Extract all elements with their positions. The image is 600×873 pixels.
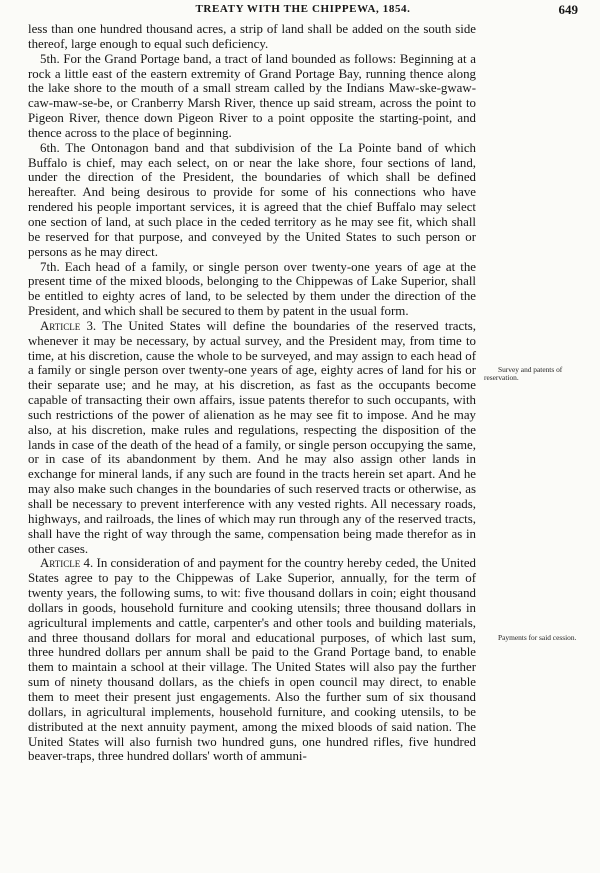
paragraph-fifth	[28, 52, 476, 141]
margin-note-payments: Payments for said cession.	[498, 633, 577, 642]
margin-note-survey: Survey and patents of reservation.	[484, 365, 563, 383]
paragraph-text: 7th. Each head of a family, or single person over twenty-one years of age at the present time of the mixed bloods, belonging to the Chippewas of Lake Superior, shall be entitled to eighty acres of land, to be selected by them under the direction of the President, and which shall be secured to them by patent in the usual form.	[28, 259, 476, 319]
body-text	[28, 22, 476, 764]
paragraph-article-4	[28, 556, 476, 764]
article-heading: Article 4.	[40, 556, 94, 571]
page-number: 649	[558, 2, 578, 17]
paragraph-text: The United States will define the boundaries of the reserved tracts, whenever it may be necessary, by actual survey, and the President may, from time to time, at his discretion, cause the whole to be surveyed, and may assign to each head of a family or single person over twenty-one years of age, eighty acres of land for his or their separate use; and he may, at his discretion, as fast as the occupants become capable of transacting their own affairs, issue patents therefor to such occupants, with such restrictions of the power of alienation as he may see fit to impose. And he may also, at his discretion, make rules and regulations, respecting the disposition of the lands in case of the death of the head of a family, or single person occupying the same, or in case of its abandonment by them. And he may also assign other lands in exchange for mineral lands, if any such are found in the tracts herein set apart. And he may also make such changes in the boundaries of such reserved tracts or otherwise, as shall be necessary to prevent interference with any vested rights. All necessary roads, highways, and railroads, the lines of which may run through any of the reserved tracts, shall have the right of way through the same, compensation being made therefor as in other cases.	[28, 318, 477, 556]
paragraph-text: 6th. The Ontonagon band and that subdivision of the La Pointe band of which Buffalo is chief, may each select, on or near the lake shore, four sections of land, under the direction of the President, the boundaries of which shall be defined hereafter. And being desirous to provide for some of his connections who have rendered his people important services, it is agreed that the chief Buffalo may select one section of land, at such place in the ceded territory as he may see fit, which shall be reserved for that purpose, and conveyed by the United States to such person or persons as he may direct.	[28, 140, 476, 259]
page-header	[28, 3, 578, 21]
paragraph-text: less than one hundred thousand acres, a strip of land shall be added on the south side thereof, large enough to equal such deficiency.	[28, 22, 476, 51]
paragraph-seventh	[28, 260, 476, 319]
paragraph-continuation	[28, 22, 476, 52]
paragraph-sixth	[28, 141, 476, 260]
paragraph-article-3	[28, 319, 476, 557]
article-heading: Article 3.	[40, 318, 97, 333]
running-title: TREATY WITH THE CHIPPEWA, 1854.	[195, 3, 411, 15]
paragraph-text: In consideration of and payment for the country hereby ceded, the United States agree to pay to the Chippewas of Lake Superior, annually, for the term of twenty years, the following sums, to wit: five thousand dollars in coin; eight thousand dollars in goods, household furniture and cooking utensils; three thousand dollars in agricultural implements and cattle, carpenter's and other tools and building materials, and three thousand dollars for moral and educational purposes, of which last sum, three hundred dollars per annum shall be paid to the Grand Portage band, to enable them to maintain a school at their village. The United States will also pay the further sum of ninety thousand dollars, as the chiefs in open council may direct, to enable them to meet their present just engagements. Also the further sum of six thousand dollars, in agricultural implements, household furniture, and cooking utensils, to be distributed at the next annuity payment, among the mixed bloods of said nation. The United States will also furnish two hundred guns, one hundred rifles, five hundred beaver-traps, three hundred dollars' worth of ammuni-	[28, 556, 476, 764]
paragraph-text: 5th. For the Grand Portage band, a tract of land bounded as follows: Beginning at a rock a little east of the eastern extremity of Grand Portage Bay, running thence along the lake shore to the mouth of a small stream called by the Indians Maw-ske-gwaw-caw-maw-se-be, or Cranberry Marsh River, thence up said stream, across the point to Pigeon River, thence down Pigeon River to a point opposite the starting-point, and thence across to the place of beginning.	[28, 51, 476, 140]
